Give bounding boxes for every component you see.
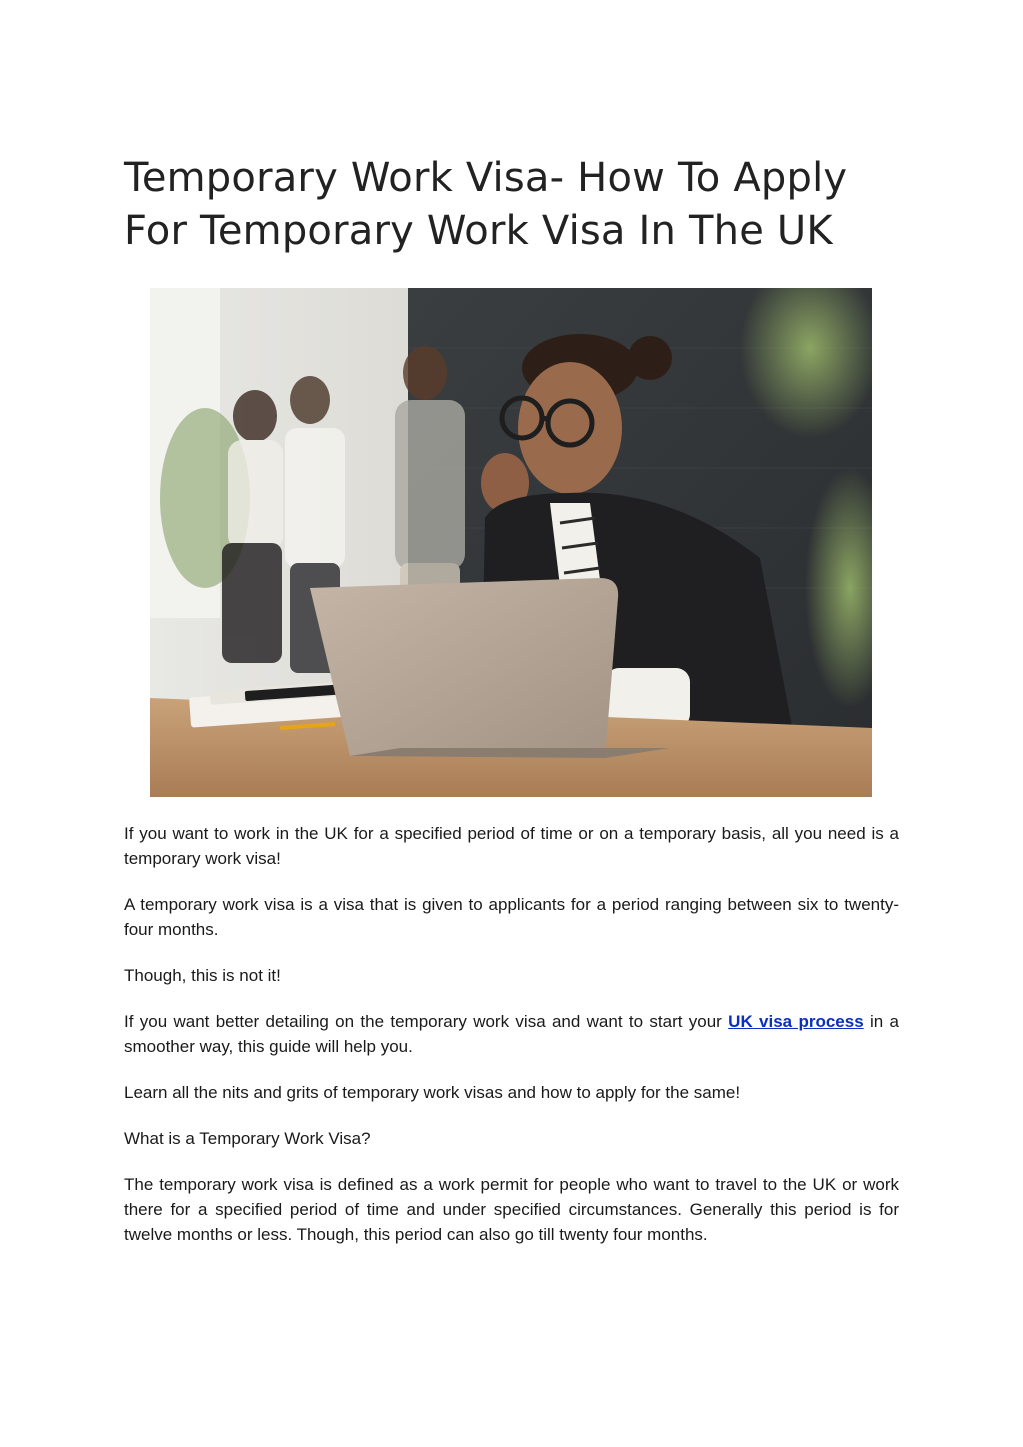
hero-image <box>150 288 872 797</box>
paragraph-guide <box>124 1009 899 1059</box>
paragraph-intro: If you want to work in the UK for a specified period of time or on a temporary basis, all you need is a temporary work visa! <box>124 824 899 868</box>
woman-at-laptop-photo-icon <box>150 288 872 797</box>
article-body <box>124 821 899 1268</box>
section-heading: What is a Temporary Work Visa? <box>124 1129 371 1148</box>
page-title: Temporary Work Visa- How To Apply For Temporary Work Visa In The UK <box>124 155 848 254</box>
paragraph-not-it: Though, this is not it! <box>124 966 281 985</box>
paragraph-learn: Learn all the nits and grits of temporary work visas and how to apply for the same! <box>124 1083 741 1102</box>
paragraph-explanation: The temporary work visa is defined as a work permit for people who want to travel to the UK or work there for a specified period of time and under specified circumstances. Generally this period is for twelve months or less. Though, this period can also go till twenty four months. <box>124 1175 899 1244</box>
paragraph-definition: A temporary work visa is a visa that is given to applicants for a period ranging between six to twenty-four months. <box>124 895 899 939</box>
paragraph-guide-after: in a smoother way, this guide will help you. <box>124 1012 900 1056</box>
paragraph-guide-before: If you want better detailing on the temporary work visa and want to start your <box>124 1012 729 1031</box>
uk-visa-process-link[interactable]: UK visa process <box>728 1012 864 1031</box>
